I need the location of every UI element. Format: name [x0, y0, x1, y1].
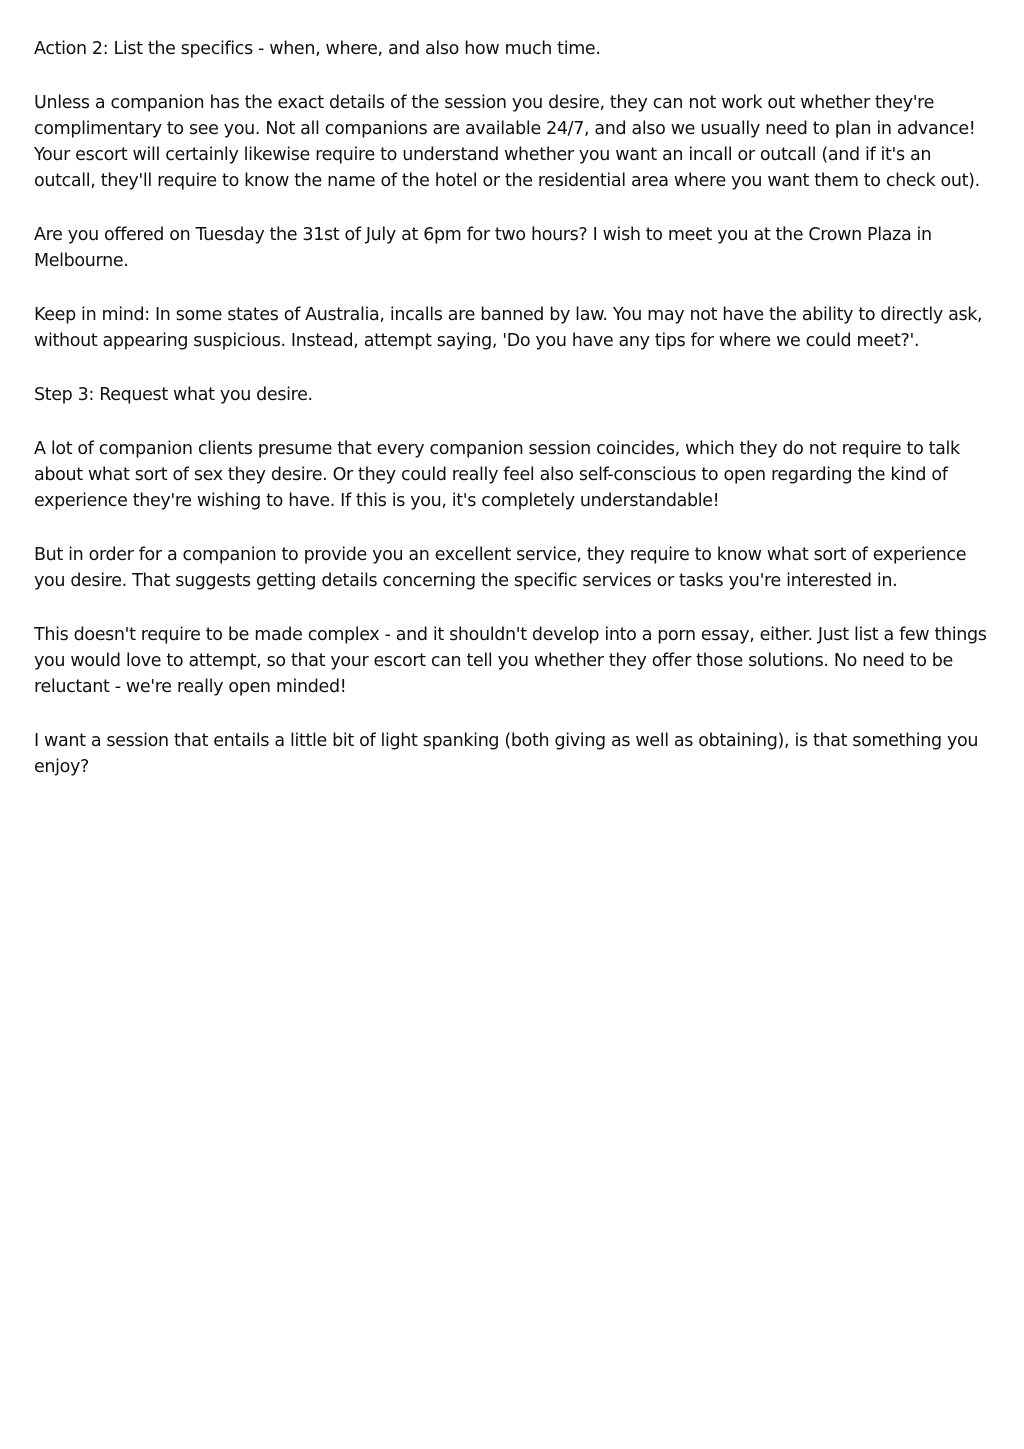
- paragraph-example-preference: I want a session that entails a little bit of light spanking (both giving as well as obtaining), is that something you enjoy?: [34, 731, 979, 777]
- paragraph-session-details: Unless a companion has the exact details of the session you desire, they can not work out whether they're complimentary to see you. Not all companions are available 24/7, and also we usually need to plan in advance! Your escort will certainly likewise require to understand whether you want an incall or outcall (and if it's an outcall, they'll require to know the name of the hotel or the residential area where you want them to check out).: [34, 93, 980, 191]
- paragraph-example-request: Are you offered on Tuesday the 31st of July at 6pm for two hours? I wish to meet you at the Crown Plaza in Melbourne.: [34, 225, 932, 271]
- paragraph-step-2-heading: Action 2: List the specifics - when, where, and also how much time.: [34, 39, 601, 59]
- paragraph-keep-in-mind: Keep in mind: In some states of Australia, incalls are banned by law. You may not have the ability to directly ask, without appearing suspicious. Instead, attempt saying, 'Do you have any tips for where we could meet?'.: [34, 305, 983, 351]
- paragraph-not-complex: This doesn't require to be made complex - and it shouldn't develop into a porn essay, either. Just list a few things you would love to attempt, so that your escort can tell you whether they offer those solutions. No need to be reluctant - we're really open minded!: [34, 625, 987, 697]
- paragraph-step-3-heading: Step 3: Request what you desire.: [34, 385, 313, 405]
- paragraph-client-assumptions: A lot of companion clients presume that every companion session coincides, which they do not require to talk about what sort of sex they desire. Or they could really feel also self-conscious to open regarding the kind of experience they're wishing to have. If this is you, it's completely understandable!: [34, 439, 960, 511]
- document-body: [34, 36, 994, 808]
- paragraph-excellent-service: But in order for a companion to provide you an excellent service, they require to know what sort of experience you desire. That suggests getting details concerning the specific services or tasks you're interested in.: [34, 545, 967, 591]
